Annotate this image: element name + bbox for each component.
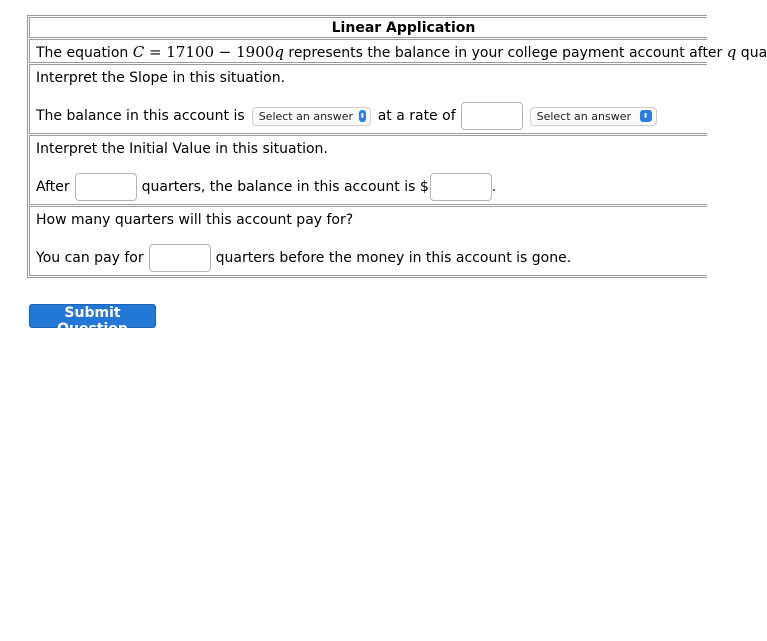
slope-direction-select-label: Select an answer [258,109,354,123]
equation-var-q2: q [726,43,737,61]
quarters-answer-prefix: You can pay for [36,250,144,266]
initial-answer-line [36,172,496,202]
slope-answer-line [36,101,657,131]
table-title: Linear Application [331,20,476,36]
quarters-question: How many quarters will this account pay for? [36,212,354,228]
initial-balance-input[interactable] [430,173,492,201]
slope-unit-select-label: Select an answer [536,109,631,123]
slope-question: Interpret the Slope in this situation. [36,70,286,86]
initial-answer-middle: quarters, the balance in this account is $ [141,179,429,195]
chevron-up-down-icon: ⬍ [359,112,366,120]
slope-part [29,64,707,134]
question-table [27,15,767,278]
equation-var-c: C [132,43,145,61]
slope-rate-input[interactable] [461,102,523,130]
table-header [29,17,707,38]
submit-question-button[interactable]: Submit Question [29,304,156,328]
equation-prefix: The equation [36,45,133,61]
quarters-count-input[interactable] [149,244,211,272]
chevron-up-down-icon: ⬍ [640,110,652,122]
initial-question: Interpret the Initial Value in this situation. [36,141,328,157]
equation-row [29,39,767,63]
initial-value-part [29,135,707,205]
slope-direction-select[interactable] [252,107,371,126]
initial-answer-prefix: After [36,179,70,195]
slope-answer-prefix: The balance in this account is [36,108,245,124]
slope-answer-middle: at a rate of [377,108,456,124]
quarters-answer-suffix: quarters before the money in this account is gone. [215,250,572,266]
equation-suffix: represents the balance in your college payment account after [283,45,727,61]
quarters-part [29,206,707,276]
slope-unit-select[interactable] [530,107,657,126]
initial-answer-suffix: . [491,179,497,195]
initial-quarters-input[interactable] [75,173,137,201]
equation-tail: qua [736,45,767,61]
quarters-answer-line [36,243,571,273]
equation-middle: = 17100 − 1900 [144,43,275,61]
equation-var-q: q [274,43,284,61]
